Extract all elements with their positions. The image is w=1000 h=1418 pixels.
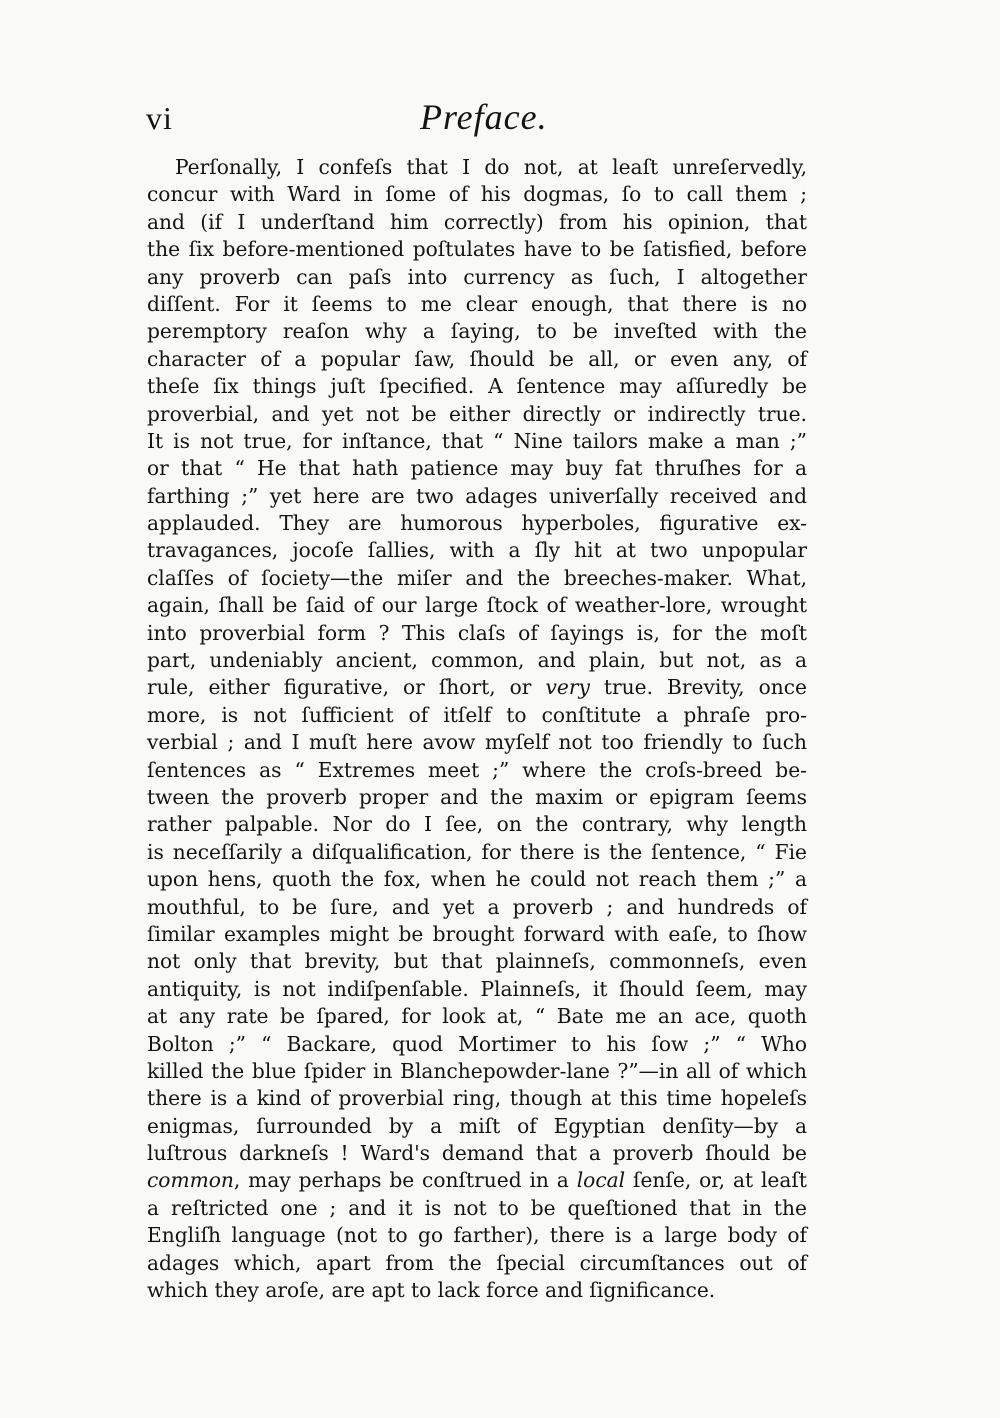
text-line: which they aroſe, are apt to lack force and ſignificance. [147,1278,716,1303]
text-line: rather palpable. Nor do I ſee, on the contrary, why length [147,812,807,837]
text-line: there is a kind of proverbial ring, though at this time hopeleſs [147,1086,807,1111]
text-line: again, ſhall be ſaid of our large ſtock of weather-lore, wrought [147,593,807,618]
text-line: applauded. They are humorous hyperboles, figurative ex- [147,511,807,536]
text-line: common, may perhaps be conſtrued in a local ſenſe, or, at leaſt [147,1168,807,1193]
text-line: any proverb can paſs into currency as ſuch, I altogether [147,264,807,289]
text-line: claſſes of ſociety—the miſer and the breeches-maker. What, [147,565,807,590]
text-line: proverbial, and yet not be either directly or indirectly true. [147,401,807,426]
text-line: diſſent. For it ſeems to me clear enough, that there is no [147,291,807,316]
text-line: peremptory reaſon why a ſaying, to be inveſted with the [147,319,807,344]
text-line: not only that brevity, but that plainneſs, commonneſs, even [147,949,807,974]
text-line: killed the blue ſpider in Blanchepowder-lane ?”—in all of which [147,1058,807,1083]
text-line: rule, either figurative, or ſhort, or very true. Brevity, once [147,675,807,700]
text-line: farthing ;” yet here are two adages univerſally received and [147,483,807,508]
text-line: into proverbial form ? This claſs of ſayings is, for the moſt [147,620,807,645]
text-line: ſimilar examples might be brought forward with eaſe, to ſhow [147,921,807,946]
text-line: Bolton ;” “ Backare, quod Mortimer to his ſow ;” “ Who [147,1031,807,1056]
body-paragraph [147,154,807,1304]
text-line: is neceſſarily a diſqualification, for there is the ſentence, “ Fie [147,839,807,864]
text-line: ſentences as “ Extremes meet ;” where the croſs-breed be- [147,757,807,782]
text-line: mouthful, to be ſure, and yet a proverb ; and hundreds of [147,894,807,919]
text-line: antiquity, is not indiſpenſable. Plainneſs, it ſhould ſeem, may [147,976,807,1001]
text-line: at any rate be ſpared, for look at, “ Bate me an ace, quoth [147,1004,807,1029]
italic-emphasis: very [545,675,590,700]
text-line: It is not true, for inſtance, that “ Nine tailors make a man ;” [147,428,807,453]
text-line: and (if I underſtand him correctly) from his opinion, that [147,209,807,234]
text-line: the ſix before-mentioned poſtulates have to be ſatisfied, before [147,237,807,262]
text-line: theſe ſix things juſt ſpecified. A ſentence may aſſuredly be [147,374,807,399]
text-line: or that “ He that hath patience may buy fat thruſhes for a [147,456,807,481]
running-head [146,92,826,148]
text-line: concur with Ward in ſome of his dogmas, ſo to call them ; [147,182,807,207]
text-line: luſtrous darkneſs ! Ward's demand that a proverb ſhould be [147,1141,807,1166]
section-title: Preface. [420,97,548,137]
text-line: upon hens, quoth the fox, when he could not reach them ;” a [147,867,807,892]
page-number: vi [146,100,173,136]
text-line: Engliſh language (not to go farther), there is a large body of [147,1223,807,1248]
text-line: verbial ; and I muſt here avow myſelf not too friendly to ſuch [147,730,807,755]
text-line: travagances, jocoſe ſallies, with a ſly hit at two unpopular [147,538,807,563]
text-line: a reſtricted one ; and it is not to be queſtioned that in the [147,1195,807,1220]
text-line: Perſonally, I confeſs that I do not, at leaſt unreſervedly, [175,155,807,179]
italic-emphasis: local [576,1168,626,1193]
text-line: tween the proverb proper and the maxim or epigram ſeems [147,784,807,809]
italic-emphasis: common [147,1168,234,1193]
text-line: more, is not ſufficient of itſelf to conſtitute a phraſe pro- [147,702,807,727]
text-line: adages which, apart from the ſpecial circumſtances out of [147,1250,807,1275]
text-line: character of a popular ſaw, ſhould be all, or even any, of [147,346,807,371]
text-line: enigmas, ſurrounded by a miſt of Egyptian denſity—by a [147,1113,807,1138]
text-line: part, undeniably ancient, common, and plain, but not, as a [147,648,807,673]
